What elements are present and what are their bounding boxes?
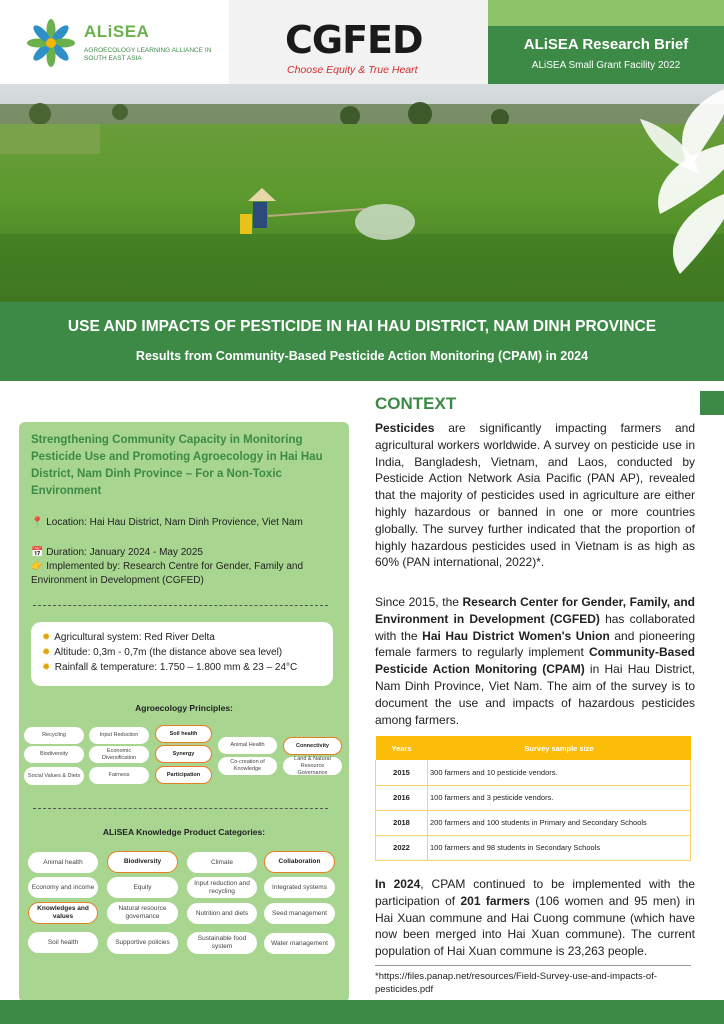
category-pill: Economy and income [28,877,98,898]
categories-heading: ALiSEA Knowledge Product Categories: [102,827,266,837]
alisea-tagline: AGROECOLOGY LEARNING ALLIANCE IN SOUTH EAST ASIA [84,47,212,62]
page-title: USE AND IMPACTS OF PESTICIDE IN HAI HAU DISTRICT, NAM DINH PROVINCE [67,318,657,335]
principle-pill: Recycling [24,727,84,744]
divider [33,808,328,809]
category-pill: Knowledges and values [28,902,98,924]
category-pill: Water management [264,933,335,954]
footnote-link[interactable]: *https://files.panap.net/resources/Field-Survey-use-and-impacts-of-pesticides.pdf [375,971,657,995]
brief-banner [488,0,724,84]
table-cell: 100 farmers and 98 students in Secondary Schools [428,835,691,860]
context-heading: CONTEXT [375,394,457,413]
principle-pill: Economic Diversification [89,746,149,763]
agri-system-line: ✹ Agricultural system: Red River Delta [42,632,215,643]
context-tab-marker [700,391,724,415]
table-cell: 2022 [376,835,428,860]
principle-pill: Land & Natural Resource Governance [283,757,342,775]
table-cell: 200 farmers and 100 students in Primary and Secondary Schools [428,810,691,835]
category-pill: Animal health [28,852,98,873]
principle-pill: Social Values & Diets [24,767,84,785]
category-pill: Natural resource governance [107,902,178,924]
sun-icon: ✹ [42,632,51,643]
category-pill: Sustainable food system [187,932,257,954]
project-title: Strengthening Community Capacity in Monitoring Pesticide Use and Promoting Agroecology in Hai Hau District, Nam Dinh Province – For a Non-Toxic Environment [31,434,323,497]
sun-icon: ✹ [42,647,51,658]
table-cell: 300 farmers and 10 pesticide vendors. [428,760,691,785]
context-paragraph-2: Since 2015, the Research Center for Gender, Family, and Environment in Development (CGFED) has collaborated with the Hai Hau District Women's Union and pioneering female farmers to regularly implement Community-Based Pesticide Action Monitoring (CPAM) in Hai Hau District, Nam Dinh Province, Viet Nam. The aim of the survey is to document the use and impacts of hazardous pesticides among farmers. [375,595,696,727]
page-subtitle: Results from Community-Based Pesticide Action Monitoring (CPAM) in 2024 [135,349,589,363]
implemented-line: 👉 Implemented by: Research Centre for Gender, Family and Environment in Development (CGFED) [31,561,304,586]
table-header-row [376,736,691,760]
rice-field-photo [0,84,724,302]
alisea-flower-icon [26,18,76,68]
title-band [0,302,724,381]
table-cell: 2015 [376,760,428,785]
altitude-line: ✹ Altitude: 0,3m - 0,7m (the distance above sea level) [42,647,283,658]
footnote-rule [375,965,691,966]
cgfed-logo: CGFED [285,18,423,62]
brief-subtitle: ALiSEA Small Grant Facility 2022 [531,60,681,71]
rainfall-line: ✹ Rainfall & temperature: 1.750 – 1.800 mm & 23 – 24°C [42,662,298,673]
category-pill: Equity [107,877,178,898]
survey-table [375,736,691,861]
table-row [376,785,691,810]
table-cell: 2018 [376,810,428,835]
principle-pill: Fairness [89,767,149,784]
principle-pill: Co-creation of Knowledge [218,757,277,775]
calendar-icon: 📅 [31,547,47,558]
principle-pill: Soil health [155,725,212,743]
cgfed-tagline: Choose Equity & True Heart [287,64,418,76]
principle-pill: Connectivity [283,737,342,755]
category-pill: Climate [187,852,257,873]
bottom-bar [0,1000,724,1024]
principle-pill: Participation [155,766,212,784]
category-pill: Soil health [28,932,98,953]
duration-line: 📅 Duration: January 2024 - May 2025 [31,547,203,558]
divider [33,605,328,606]
category-pill: Input reduction and recycling [187,877,257,898]
context-paragraph-3: In 2024, CPAM continued to be implemented with the participation of 201 farmers (106 women and 95 men) in Hai Xuan commune and Hai Cuong commune (which have now been merged into Hai Xuan commune). The current population of Hai Xuan commune is 23,263 people. [375,877,695,959]
principle-pill: Input Reduction [89,727,149,744]
category-pill: Nutrition and diets [187,903,257,924]
table-cell: 2016 [376,785,428,810]
principle-pill: Synergy [155,745,212,763]
category-pill: Seed management [264,903,335,924]
context-paragraph-1: Pesticides are significantly impacting farmers and agricultural workers worldwide. A survey on pesticide use in India, Bangladesh, Vietnam, and Laos, conducted by Pesticide Action Network Asia Pacific (PAN AP), revealed that the majority of pesticides used in agriculture are either highly hazardous or banned in one or more countries globally. The survey further indicated that the proportion of highly hazardous pesticides used in Vietnam is as high as 60% (PAN international, 2022)*. [375,421,695,570]
location-line: 📍 Location: Hai Hau District, Nam Dinh Provience, Viet Nam [31,517,303,528]
table-header: Survey sample size [428,736,691,760]
principles-heading: Agroecology Principles: [135,703,233,713]
category-pill: Collaboration [264,851,335,873]
hand-icon: 👉 [31,561,47,572]
alisea-name: ALiSEA [84,22,150,41]
rice-field-illustration [0,84,724,302]
category-pill: Supportive policies [107,932,178,954]
principle-pill: Biodiversity [24,746,84,763]
table-row [376,810,691,835]
pin-icon: 📍 [31,517,47,528]
alisea-logo-area [0,0,229,84]
sun-icon: ✹ [42,662,51,673]
table-header: Years [376,736,428,760]
brief-title: ALiSEA Research Brief [523,36,689,53]
table-cell: 100 farmers and 3 pesticide vendors. [428,785,691,810]
brief-banner-stripe [488,0,724,26]
table-row [376,760,691,785]
category-pill: Biodiversity [107,851,178,873]
table-row [376,835,691,860]
principle-pill: Animal Health [218,737,277,754]
category-pill: Integrated systems [264,877,335,898]
